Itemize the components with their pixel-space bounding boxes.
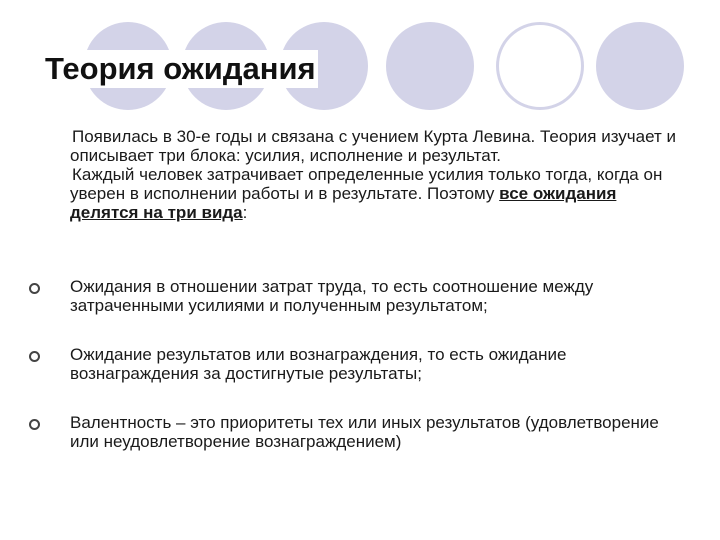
- list-item-text: Ожидание результатов или вознаграждения, то есть ожидание вознаграждения за достигнутые результаты;: [70, 345, 567, 383]
- intro-emphasis: все ожидания делятся на три вида: [70, 184, 617, 222]
- list-item-text: Валентность – это приоритеты тех или иных результатов (удовлетворение или неудовлетворение вознаграждением): [70, 413, 659, 451]
- decor-circle-6: [596, 22, 684, 110]
- intro-paragraph-2-lead: Каждый человек затрачивает определенные усилия только тогда, когда он уверен в исполнении работы и в результате. Поэтому: [70, 165, 663, 203]
- bullet-icon: [29, 351, 40, 362]
- list-item-text: Ожидания в отношении затрат труда, то есть соотношение между затраченными усилиями и полученным результатом;: [70, 277, 594, 315]
- bullet-icon: [29, 283, 40, 294]
- decor-circle-4: [386, 22, 474, 110]
- intro-text: [70, 127, 680, 222]
- bullet-icon: [29, 419, 40, 430]
- intro-paragraph-1: Появилась в 30-е годы и связана с учением Курта Левина. Теория изучает и описывает три блока: усилия, исполнение и результат.: [70, 127, 677, 165]
- intro-paragraph-2-tail: :: [242, 203, 248, 222]
- decor-circle-5: [496, 22, 584, 110]
- slide-title: Теория ожидания: [45, 51, 316, 86]
- intro-paragraph-2: [70, 165, 680, 222]
